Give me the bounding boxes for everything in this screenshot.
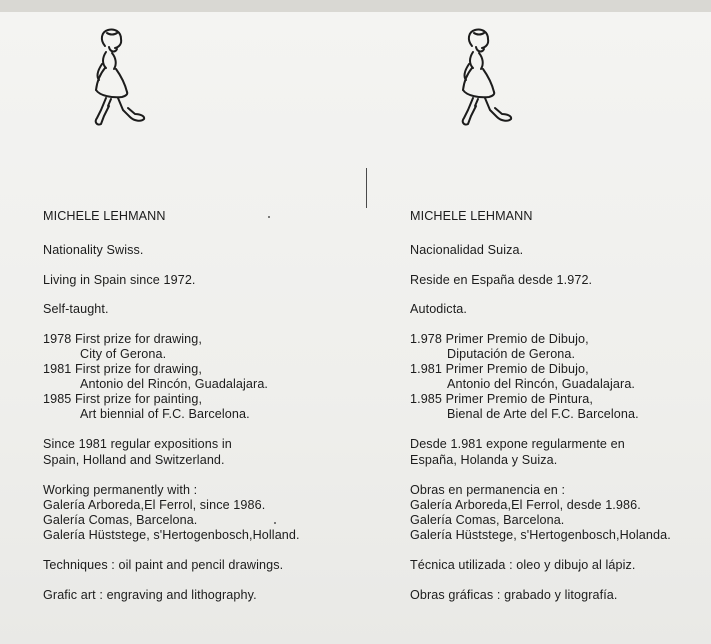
prize-line: 1985 First prize for painting,: [43, 392, 203, 406]
techniques-text: Técnica utilizada : oleo y dibujo al lápiz.: [410, 558, 636, 572]
prize-line: 1978 First prize for drawing,: [43, 332, 202, 346]
artist-name: MICHELE LEHMANN: [410, 209, 533, 223]
prize-line: 1.978 Primer Premio de Dibujo,: [410, 332, 589, 346]
exhibitions-line: Since 1981 regular expositions in: [43, 437, 232, 451]
galleries-line: Working permanently with :: [43, 483, 198, 497]
prize-line: 1.985 Primer Premio de Pintura,: [410, 392, 593, 406]
training-text: Self-taught.: [43, 302, 109, 316]
techniques-text: Techniques : oil paint and pencil drawings.: [43, 558, 284, 572]
prize-line: City of Gerona.: [80, 347, 167, 361]
graphic-art-text: Grafic art : engraving and lithography.: [43, 588, 257, 602]
prize-line: 1981 First prize for drawing,: [43, 362, 202, 376]
walking-figure-icon: [88, 26, 158, 138]
prize-line: Bienal de Arte del F.C. Barcelona.: [447, 407, 639, 421]
exhibitions-line: Desde 1.981 expone regularmente en: [410, 437, 625, 451]
paper-edge: [0, 0, 711, 12]
training-text: Autodicta.: [410, 302, 468, 316]
galleries-line: Galería Arboreda,El Ferrol, desde 1.986.: [410, 498, 641, 512]
galleries-line: Galería Comas, Barcelona.: [43, 513, 198, 527]
prize-line: Art biennial of F.C. Barcelona.: [80, 407, 250, 421]
exhibitions-line: España, Holanda y Suiza.: [410, 453, 558, 467]
nationality-text: Nacionalidad Suiza.: [410, 243, 524, 257]
galleries-line: Galería Comas, Barcelona.: [410, 513, 565, 527]
artist-name: MICHELE LEHMANN: [43, 209, 166, 223]
prize-line: Antonio del Rincón, Guadalajara.: [447, 377, 636, 391]
residence-text: Living in Spain since 1972.: [43, 273, 196, 287]
residence-text: Reside en España desde 1.972.: [410, 273, 593, 287]
prize-line: Antonio del Rincón, Guadalajara.: [80, 377, 269, 391]
walking-figure-icon: [455, 26, 525, 138]
speck: [268, 216, 270, 218]
galleries-line: Galería Hüststege, s'Hertogenbosch,Holland.: [43, 528, 300, 542]
exhibitions-line: Spain, Holland and Switzerland.: [43, 453, 225, 467]
galleries-line: Galería Hüststege, s'Hertogenbosch,Holanda.: [410, 528, 671, 542]
galleries-line: Obras en permanencia en :: [410, 483, 566, 497]
prize-line: 1.981 Primer Premio de Dibujo,: [410, 362, 589, 376]
fold-line: [366, 168, 367, 208]
galleries-line: Galería Arboreda,El Ferrol, since 1986.: [43, 498, 266, 512]
prize-line: Diputación de Gerona.: [447, 347, 576, 361]
speck: [274, 522, 276, 524]
graphic-art-text: Obras gráficas : grabado y litografía.: [410, 588, 618, 602]
nationality-text: Nationality Swiss.: [43, 243, 144, 257]
